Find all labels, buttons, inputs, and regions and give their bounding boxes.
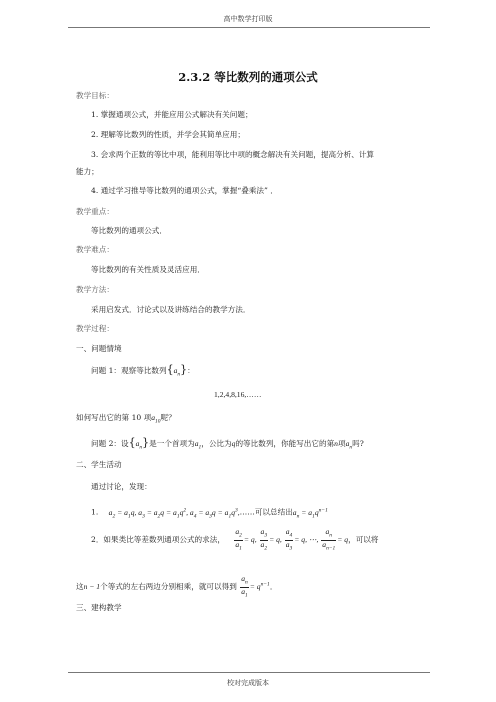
formula-an: $a_n$ — [345, 439, 353, 451]
goal-4: 4. 通过学习推导等比数列的通项公式，掌握“叠乘法” ． — [91, 186, 278, 195]
item-2-tail: ，可以将 — [348, 534, 379, 544]
formula-seq-an-2: $\{a_n\}$ — [128, 436, 150, 451]
discussion-intro: 通过讨论，发现： — [91, 482, 152, 491]
section-1-heading: 一、问题情境 — [76, 344, 122, 353]
q2-part-d: 的等比数列，你能写出它的第 — [235, 439, 335, 448]
key-text: 等比数列的通项公式． — [91, 226, 167, 235]
formula-ratios: $\frac{a_2}{a_1}$ = q, $\frac{a_3}{a_2}$ = q, $\frac{a_4}{a_3}$ = q, ⋯, $\frac{a_n}{a_{n-1}}$ = q — [235, 527, 349, 552]
formula-n-minus-1: n − 1 — [83, 581, 101, 591]
goal-2: 2. 理解等比数列的性质，并学会其简单应用； — [91, 130, 245, 139]
footer-rule — [68, 672, 430, 673]
question-1: 问题 1：观察等比数列$\{a_n\}$： — [91, 363, 195, 378]
formula-a10: $a_{10}$ — [151, 413, 161, 425]
hard-text: 等比数列的有关性质及灵活应用． — [91, 265, 205, 274]
q2-part-b: 是一个首项为 — [149, 439, 195, 448]
formula-recurrence: $a_2 = a_1q$, $a_3 = a_2q = a_1q^2$, $a_4 = a_3q = a_1q^3$, — [108, 507, 240, 520]
formula-general-term: $a_n = a_1q^{n-1}$ — [292, 507, 328, 520]
item-2 — [91, 528, 378, 552]
formula-q: q — [231, 439, 236, 448]
method-text: 采用启发式．讨论式以及讲练结合的教学方法． — [91, 305, 251, 314]
item-3-text-b: 个等式的左右两边分别相乘，就可以得到 — [100, 581, 237, 591]
page-footer: 校对完成版本 — [227, 679, 269, 687]
section-2-heading: 二、学生活动 — [76, 460, 122, 469]
item-3-text-a: 这 — [76, 581, 84, 591]
q2-part-a: 问题 2：设 — [91, 439, 129, 448]
doc-title: 2.3.2 等比数列的通项公式 — [178, 70, 318, 84]
sequence-values: 1,2,4,8,16,…… — [214, 390, 262, 399]
q2-part-f: 吗? — [352, 439, 364, 448]
page-header: 高中数学打印版 — [223, 15, 273, 23]
item-2-text: 2．如果类比等差数列通项公式的求法， — [91, 534, 225, 544]
followup-text-b: 呢？ — [160, 413, 176, 422]
method-label: 教学方法： — [76, 285, 114, 294]
goal-3-cont: 能力； — [76, 167, 99, 176]
formula-n: n — [334, 439, 338, 448]
q2-part-c: ，公比为 — [201, 439, 232, 448]
question-1-followup — [76, 413, 176, 427]
key-label: 教学重点： — [76, 207, 114, 216]
formula-a1: $a_1$ — [194, 439, 202, 451]
item-1-number: 1. — [91, 507, 99, 517]
formula-product: $\frac{a_n}{a_1}$ = $q^{n-1}$ — [241, 574, 270, 599]
header-rule — [68, 27, 430, 28]
item-3: 这n − 1个等式的左右两边分别相乘，就可以得到 $\frac{a_n}{a_1}$ = $q^{n-1}$． — [76, 574, 278, 599]
goals-label: 教学目标： — [76, 91, 114, 100]
q2-part-e: 项 — [337, 439, 346, 448]
hard-label: 教学难点： — [76, 245, 114, 254]
formula-seq-an: $\{a_n\}$ — [166, 363, 188, 378]
process-label: 教学过程： — [76, 324, 114, 333]
item-1-conclusion: ……可以总结出 — [239, 507, 293, 517]
goal-1: 1. 掌握通项公式，并能应用公式解决有关问题； — [91, 110, 253, 119]
question-2 — [91, 438, 364, 453]
goal-3: 3. 会求两个正数的等比中项，能利用等比中项的概念解决有关问题，提高分析、计算 — [91, 150, 375, 159]
followup-text-a: 如何写出它的第 10 项 — [76, 413, 152, 422]
question-1-text: 问题 1：观察等比数列 — [91, 366, 167, 375]
item-1 — [91, 505, 328, 521]
section-3-heading: 三、建构教学 — [76, 603, 122, 612]
